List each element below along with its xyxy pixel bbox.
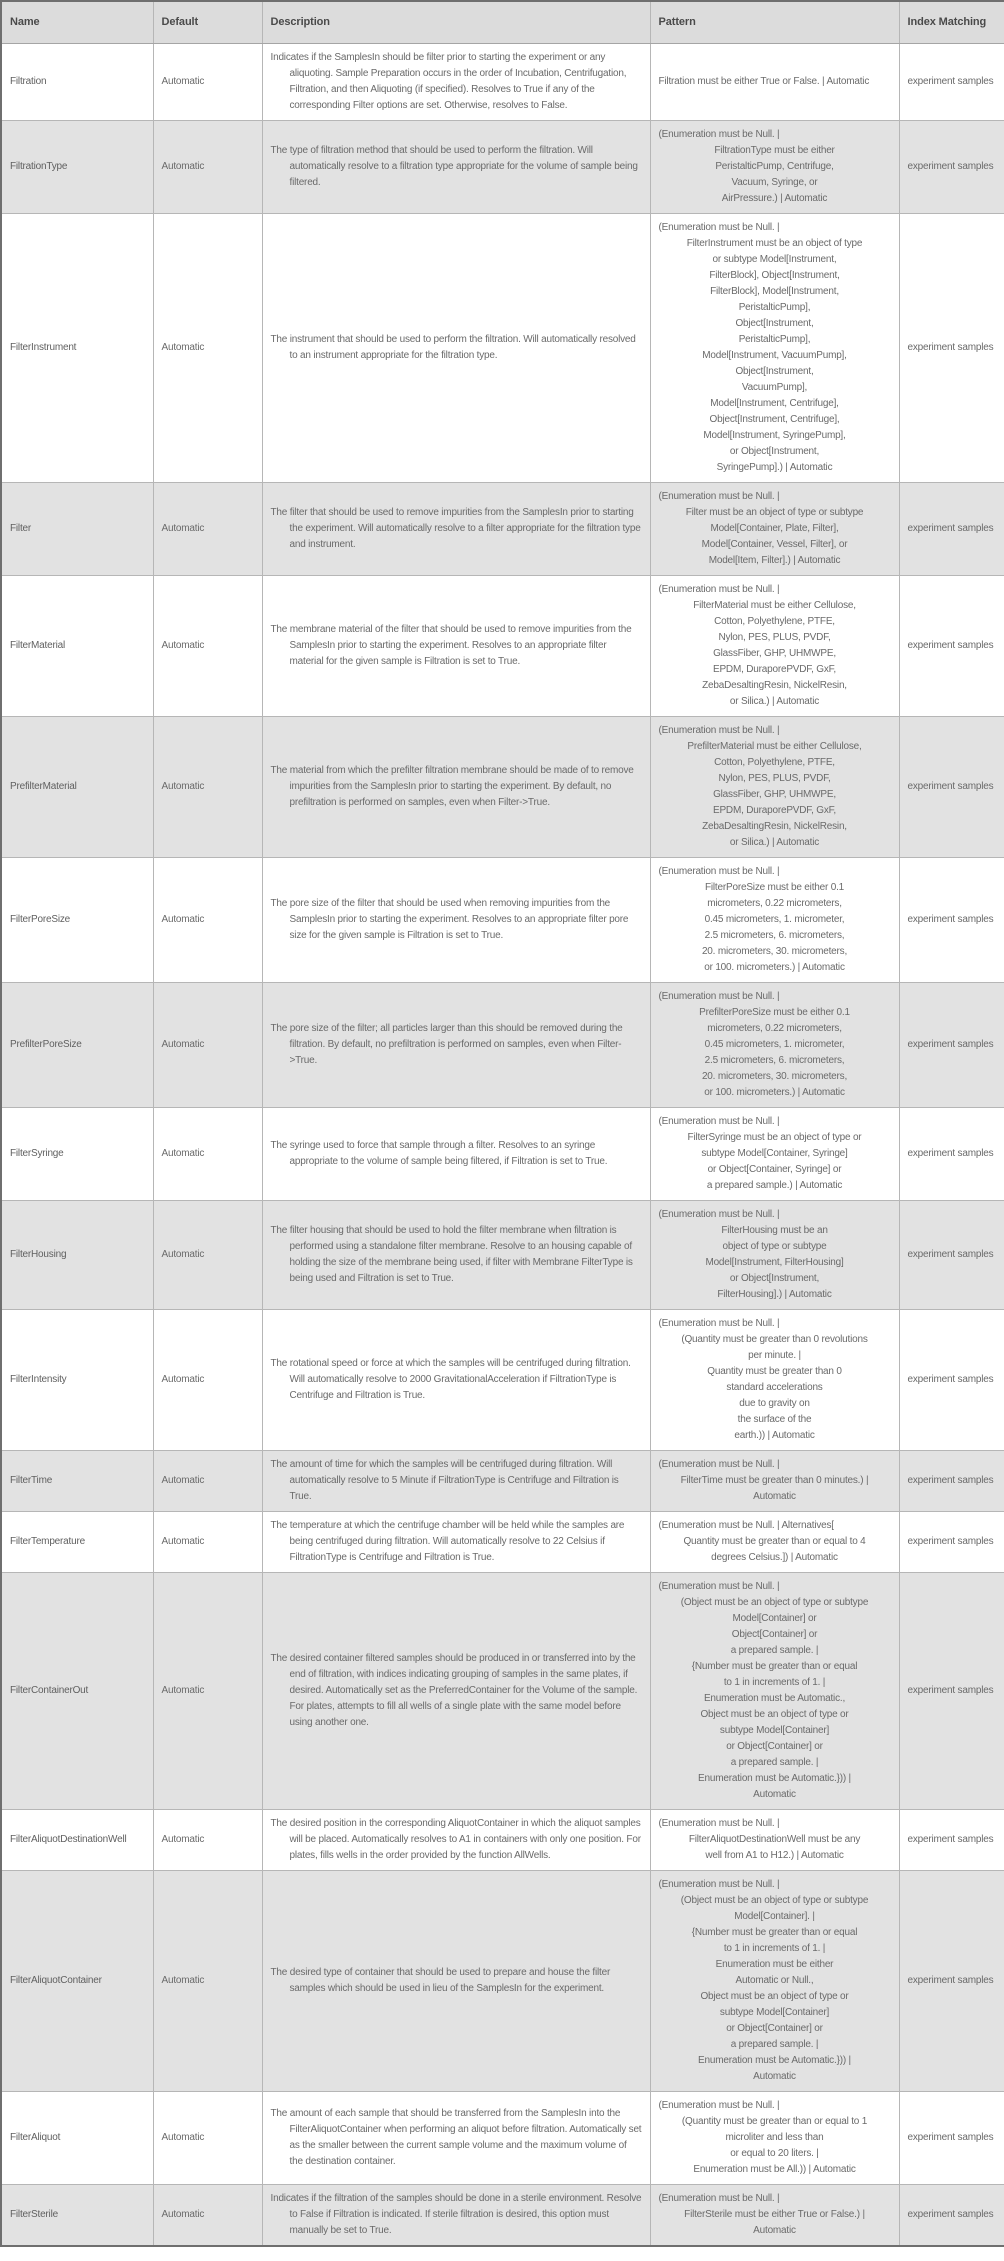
pattern-line: Model[Instrument, SyringePump],	[703, 429, 846, 441]
pattern-line: (Enumeration must be Null. |	[658, 1817, 780, 1829]
pattern-line: subtype Model[Container, Syringe]	[701, 1147, 848, 1159]
pattern-line: FilterInstrument must be an object of type	[686, 237, 863, 249]
table-row	[1, 120, 1004, 213]
pattern-line: or 100. micrometers.) | Automatic	[704, 1086, 845, 1098]
default-value-cell: Automatic	[153, 1309, 262, 1450]
index-matching-cell: experiment samples	[899, 2091, 1004, 2184]
table-row	[1, 1572, 1004, 1809]
pattern-line: Enumeration must be Automatic.,	[703, 1692, 846, 1704]
pattern-line: AirPressure.) | Automatic	[721, 192, 828, 204]
column-header-name: Name	[1, 1, 153, 43]
pattern-line: object of type or subtype	[722, 1240, 827, 1252]
description-cell	[262, 1200, 650, 1309]
pattern-line: (Quantity must be greater than 0 revolutions	[681, 1333, 868, 1345]
default-value-cell: Automatic	[153, 43, 262, 120]
pattern-line: Enumeration must be either	[715, 1958, 834, 1970]
pattern-line: Object[Container] or	[731, 1628, 818, 1640]
option-name-cell: PrefilterMaterial	[1, 716, 153, 857]
description-cell	[262, 857, 650, 982]
pattern-line: 2.5 micrometers, 6. micrometers,	[704, 929, 845, 941]
default-value-cell: Automatic	[153, 482, 262, 575]
pattern-line: PeristalticPump, Centrifuge,	[715, 160, 834, 172]
pattern-line: Enumeration must be Automatic.})) |	[698, 2054, 851, 2066]
option-name-cell: FilterSyringe	[1, 1107, 153, 1200]
pattern-cell	[650, 575, 899, 716]
pattern-line: FilterPoreSize must be either 0.1	[704, 881, 845, 893]
pattern-line: Automatic	[753, 2224, 796, 2236]
pattern-line: FilterMaterial must be either Cellulose,	[693, 599, 856, 611]
default-value-cell: Automatic	[153, 575, 262, 716]
pattern-cell	[650, 1309, 899, 1450]
pattern-line: (Enumeration must be Null. |	[658, 1115, 780, 1127]
pattern-line: FilterBlock], Model[Instrument,	[710, 285, 839, 297]
default-value-cell: Automatic	[153, 1200, 262, 1309]
option-name-cell: FilterInstrument	[1, 213, 153, 482]
table-row	[1, 1200, 1004, 1309]
option-name-cell: FilterTime	[1, 1450, 153, 1511]
default-value-cell: Automatic	[153, 1870, 262, 2091]
index-matching-cell: experiment samples	[899, 43, 1004, 120]
table-row	[1, 1870, 1004, 2091]
pattern-line: Object[Instrument, Centrifuge],	[709, 413, 840, 425]
column-header-pattern: Pattern	[650, 1, 899, 43]
pattern-line: Vacuum, Syringe, or	[731, 176, 818, 188]
description-text: The desired position in the corresponding AliquotContainer in which the aliquot samples will be placed. Automatically resolves to A1 in containers with only one position. For plates, fills wells in the order provided by the function AllWells.	[270, 1817, 641, 1861]
pattern-cell	[650, 1870, 899, 2091]
description-cell	[262, 1572, 650, 1809]
description-text: The pore size of the filter; all particles larger than this should be removed during the filtration. By default, no prefiltration is performed on samples, even when Filter->True.	[270, 1022, 623, 1066]
pattern-line: EPDM, DuraporePVDF, GxF,	[712, 804, 836, 816]
default-value-cell: Automatic	[153, 213, 262, 482]
pattern-line: degrees Celsius.]) | Automatic	[711, 1551, 838, 1563]
pattern-line: per minute. |	[748, 1349, 801, 1361]
table-header-row	[1, 1, 1004, 43]
pattern-line: or Object[Instrument,	[729, 1272, 820, 1284]
pattern-line: Object must be an object of type or	[700, 1708, 849, 1720]
pattern-line: Enumeration must be All.)) | Automatic	[693, 2163, 856, 2175]
pattern-line: (Enumeration must be Null. |	[658, 1458, 780, 1470]
pattern-line: or Silica.) | Automatic	[729, 695, 820, 707]
pattern-line: (Enumeration must be Null. |	[658, 990, 780, 1002]
option-name-cell: FilterTemperature	[1, 1511, 153, 1572]
pattern-line: Model[Instrument, FilterHousing]	[705, 1256, 844, 1268]
description-text: The amount of each sample that should be transferred from the SamplesIn into the FilterAliquotContainer when performing an aliquot before filtration. Automatically set as the smaller between the current sample volume and the maximum volume of the destination container.	[270, 2107, 642, 2167]
description-cell	[262, 43, 650, 120]
pattern-line: Enumeration must be Automatic.})) |	[698, 1772, 851, 1784]
description-text: The pore size of the filter that should be used when removing impurities from the SamplesIn prior to starting the experiment. Resolves to an appropriate filter pore size for the given sample is Filtration is set to True.	[270, 897, 629, 941]
default-value-cell: Automatic	[153, 2091, 262, 2184]
option-name-cell: FilterHousing	[1, 1200, 153, 1309]
option-name-cell: FilterPoreSize	[1, 857, 153, 982]
index-matching-cell: experiment samples	[899, 1572, 1004, 1809]
index-matching-cell: experiment samples	[899, 1309, 1004, 1450]
index-matching-cell: experiment samples	[899, 575, 1004, 716]
column-header-index-matching-label: Index Matching	[907, 16, 987, 29]
pattern-cell	[650, 482, 899, 575]
table-row	[1, 2184, 1004, 2246]
pattern-line: PeristalticPump],	[738, 301, 811, 313]
pattern-line: Automatic	[753, 2070, 796, 2082]
pattern-line: a prepared sample. |	[730, 1644, 819, 1656]
pattern-line: GlassFiber, GHP, UHMWPE,	[713, 647, 836, 659]
index-matching-cell: experiment samples	[899, 1200, 1004, 1309]
description-cell	[262, 1870, 650, 2091]
default-value-cell: Automatic	[153, 1809, 262, 1870]
pattern-line: PeristalticPump],	[738, 333, 811, 345]
description-cell	[262, 716, 650, 857]
pattern-line: (Quantity must be greater than or equal to 1	[681, 2115, 868, 2127]
pattern-line: FilterSterile must be either True or False.) |	[684, 2208, 865, 2220]
pattern-cell	[650, 2184, 899, 2246]
table-row	[1, 43, 1004, 120]
description-cell	[262, 120, 650, 213]
description-text: The filter that should be used to remove impurities from the SamplesIn prior to starting the experiment. Will automatically resolve to a filter appropriate for the filtration type and instrument.	[270, 506, 641, 550]
pattern-line: to 1 in increments of 1. |	[723, 1676, 826, 1688]
option-name-cell: FilterContainerOut	[1, 1572, 153, 1809]
pattern-line: Object must be an object of type or	[700, 1990, 849, 2002]
pattern-line: 20. micrometers, 30. micrometers,	[701, 945, 848, 957]
pattern-line: well from A1 to H12.) | Automatic	[705, 1849, 844, 1861]
pattern-line: or 100. micrometers.) | Automatic	[704, 961, 845, 973]
pattern-line: or subtype Model[Instrument,	[712, 253, 837, 265]
description-cell	[262, 213, 650, 482]
description-cell	[262, 1450, 650, 1511]
option-name-cell: Filter	[1, 482, 153, 575]
pattern-cell	[650, 120, 899, 213]
description-text: The syringe used to force that sample through a filter. Resolves to an syringe appropriate to the volume of sample being filtered, if Filtration is set to True.	[270, 1139, 608, 1167]
description-text: The desired type of container that should be used to prepare and house the filter samples which should be used in lieu of the SamplesIn for the experiment.	[270, 1966, 611, 1994]
index-matching-cell: experiment samples	[899, 982, 1004, 1107]
pattern-line: FilterBlock], Object[Instrument,	[709, 269, 840, 281]
pattern-line: FilterHousing must be an	[721, 1224, 828, 1236]
index-matching-cell: experiment samples	[899, 213, 1004, 482]
pattern-line: micrometers, 0.22 micrometers,	[707, 897, 842, 909]
pattern-line: (Enumeration must be Null. |	[658, 1317, 780, 1329]
pattern-line: (Enumeration must be Null. |	[658, 1878, 780, 1890]
pattern-cell	[650, 1511, 899, 1572]
table-row	[1, 1309, 1004, 1450]
pattern-line: Object[Instrument,	[735, 365, 814, 377]
pattern-line: {Number must be greater than or equal	[691, 1926, 858, 1938]
description-cell	[262, 1511, 650, 1572]
pattern-line: EPDM, DuraporePVDF, GxF,	[712, 663, 836, 675]
default-value-cell: Automatic	[153, 2184, 262, 2246]
pattern-line: Object[Instrument,	[735, 317, 814, 329]
pattern-line: Cotton, Polyethylene, PTFE,	[714, 615, 835, 627]
pattern-cell	[650, 1572, 899, 1809]
pattern-line: Model[Container]. |	[734, 1910, 815, 1922]
pattern-line: (Object must be an object of type or subtype	[680, 1894, 869, 1906]
pattern-line: a prepared sample. |	[730, 1756, 819, 1768]
option-name-cell: FilterMaterial	[1, 575, 153, 716]
table-row	[1, 1450, 1004, 1511]
option-name-cell: FilterSterile	[1, 2184, 153, 2246]
pattern-cell	[650, 1200, 899, 1309]
table-row	[1, 716, 1004, 857]
option-name-cell: PrefilterPoreSize	[1, 982, 153, 1107]
pattern-line: Cotton, Polyethylene, PTFE,	[714, 756, 835, 768]
pattern-line: Model[Container] or	[732, 1612, 817, 1624]
index-matching-cell: experiment samples	[899, 1511, 1004, 1572]
table-row	[1, 857, 1004, 982]
description-text: Indicates if the filtration of the samples should be done in a sterile environment. Resolve to False if Filtration is indicated. If sterile filtration is desired, this option must manually be set to True.	[270, 2192, 642, 2236]
description-cell	[262, 575, 650, 716]
default-value-cell: Automatic	[153, 716, 262, 857]
pattern-line: microliter and less than	[725, 2131, 824, 2143]
default-value-cell: Automatic	[153, 1572, 262, 1809]
pattern-line: PrefilterPoreSize must be either 0.1	[699, 1006, 850, 1018]
pattern-line: subtype Model[Container]	[719, 2006, 830, 2018]
table-row	[1, 1107, 1004, 1200]
pattern-line: 0.45 micrometers, 1. micrometer,	[704, 1038, 845, 1050]
index-matching-cell: experiment samples	[899, 857, 1004, 982]
options-table-body	[1, 43, 1004, 2246]
pattern-line: FilterSyringe must be an object of type or	[687, 1131, 862, 1143]
pattern-line: (Enumeration must be Null. |	[658, 490, 780, 502]
pattern-line: a prepared sample. |	[730, 2038, 819, 2050]
pattern-line: or Silica.) | Automatic	[729, 836, 820, 848]
index-matching-cell: experiment samples	[899, 120, 1004, 213]
pattern-line: a prepared sample.) | Automatic	[706, 1179, 843, 1191]
description-text: The type of filtration method that should be used to perform the filtration. Will automatically resolve to a filtration type appropriate for the volume of sample being filtered.	[270, 144, 638, 188]
pattern-line: Model[Item, Filter].) | Automatic	[708, 554, 841, 566]
pattern-line: or Object[Container] or	[726, 1740, 823, 1752]
pattern-line: (Enumeration must be Null. |	[658, 1580, 780, 1592]
option-name-cell: FilterIntensity	[1, 1309, 153, 1450]
default-value-cell: Automatic	[153, 120, 262, 213]
pattern-line: (Enumeration must be Null. | Alternatives[	[658, 1519, 834, 1531]
table-row	[1, 575, 1004, 716]
description-text: The filter housing that should be used to hold the filter membrane when filtration is performed using a standalone filter membrane. Resolve to an housing capable of holding the size of the membrane being used, if filter with Membrane FilterType is being used and Filtration is set to True.	[270, 1224, 633, 1284]
pattern-line: GlassFiber, GHP, UHMWPE,	[713, 788, 836, 800]
description-text: The rotational speed or force at which the samples will be centrifuged during filtration. Will automatically resolve to 2000 GravitationalAcceleration if FiltrationType is Centrifuge and Filtration is True.	[270, 1357, 631, 1401]
pattern-line: PrefilterMaterial must be either Cellulose,	[687, 740, 862, 752]
pattern-line: Model[Container, Vessel, Filter], or	[701, 538, 848, 550]
description-cell	[262, 982, 650, 1107]
pattern-line: Nylon, PES, PLUS, PVDF,	[718, 631, 831, 643]
pattern-line: FilterAliquotDestinationWell must be any	[688, 1833, 861, 1845]
description-cell	[262, 482, 650, 575]
default-value-cell: Automatic	[153, 1511, 262, 1572]
description-text: The membrane material of the filter that should be used to remove impurities from the SamplesIn prior to starting the experiment. Resolves to an appropriate filter material for the given sample is Filtration is set to True.	[270, 623, 632, 667]
pattern-line: micrometers, 0.22 micrometers,	[707, 1022, 842, 1034]
pattern-line: the surface of the	[737, 1413, 812, 1425]
pattern-line: Filter must be an object of type or subtype	[685, 506, 864, 518]
description-text: The desired container filtered samples should be produced in or transferred into by the end of filtration, with indices indicating grouping of samples in the same plates, if desired. Automatically set as the PreferredContainer for the Volume of the sample. For plates, attempts to fill all wells of a single plate with the same model before using another one.	[270, 1652, 638, 1728]
option-name-cell: FilterAliquotDestinationWell	[1, 1809, 153, 1870]
description-text: Indicates if the SamplesIn should be filter prior to starting the experiment or any aliquoting. Sample Preparation occurs in the order of Incubation, Centrifugation, Filtration, and then Aliquoting (if specified). Resolves to True if any of the corresponding Filter options are set. Otherwise, resolves to False.	[270, 51, 627, 111]
pattern-line: (Enumeration must be Null. |	[658, 2192, 780, 2204]
default-value-cell: Automatic	[153, 982, 262, 1107]
table-row	[1, 982, 1004, 1107]
index-matching-cell: experiment samples	[899, 1450, 1004, 1511]
index-matching-cell: experiment samples	[899, 2184, 1004, 2246]
pattern-line: to 1 in increments of 1. |	[723, 1942, 826, 1954]
description-cell	[262, 2091, 650, 2184]
table-row	[1, 2091, 1004, 2184]
pattern-cell	[650, 1107, 899, 1200]
pattern-line: 2.5 micrometers, 6. micrometers,	[704, 1054, 845, 1066]
option-name-cell: FilterAliquotContainer	[1, 1870, 153, 2091]
pattern-line: VacuumPump],	[741, 381, 808, 393]
pattern-line: (Enumeration must be Null. |	[658, 221, 780, 233]
table-row	[1, 482, 1004, 575]
option-name-cell: FilterAliquot	[1, 2091, 153, 2184]
pattern-line: ZebaDesaltingResin, NickelResin,	[702, 820, 847, 832]
description-text: The instrument that should be used to perform the filtration. Will automatically resolved to an instrument appropriate for the filtration type.	[270, 333, 636, 361]
description-cell	[262, 1107, 650, 1200]
pattern-line: subtype Model[Container]	[719, 1724, 830, 1736]
pattern-line: or Object[Container] or	[726, 2022, 823, 2034]
pattern-cell	[650, 857, 899, 982]
pattern-line: ZebaDesaltingResin, NickelResin,	[702, 679, 847, 691]
pattern-cell	[650, 1450, 899, 1511]
option-name-cell: Filtration	[1, 43, 153, 120]
pattern-line: or Object[Container, Syringe] or	[707, 1163, 842, 1175]
description-cell	[262, 2184, 650, 2246]
pattern-line: Filtration must be either True or False. | Automatic	[658, 75, 870, 87]
pattern-line: Model[Container, Plate, Filter],	[710, 522, 839, 534]
table-row	[1, 1809, 1004, 1870]
pattern-cell	[650, 2091, 899, 2184]
pattern-line: (Object must be an object of type or subtype	[680, 1596, 869, 1608]
description-cell	[262, 1809, 650, 1870]
pattern-line: Model[Instrument, Centrifuge],	[710, 397, 839, 409]
pattern-cell	[650, 213, 899, 482]
pattern-line: standard accelerations	[726, 1381, 823, 1393]
description-text: The material from which the prefilter filtration membrane should be made of to remove impurities from the SamplesIn prior to starting the experiment. By default, no prefiltration is performed on samples, even when Filter->True.	[270, 764, 634, 808]
pattern-line: FilterTime must be greater than 0 minutes.) |	[680, 1474, 869, 1486]
pattern-line: {Number must be greater than or equal	[691, 1660, 858, 1672]
pattern-line: earth.)) | Automatic	[734, 1429, 815, 1441]
pattern-line: (Enumeration must be Null. |	[658, 724, 780, 736]
option-name-cell: FiltrationType	[1, 120, 153, 213]
column-header-description: Description	[262, 1, 650, 43]
description-text: The temperature at which the centrifuge chamber will be held while the samples are being centrifuged during filtration. Will automatically resolve to 22 Celsius if FiltrationType is Centrifuge and Filtration is True.	[270, 1519, 625, 1563]
pattern-line: FiltrationType must be either	[714, 144, 835, 156]
pattern-line: Model[Instrument, VacuumPump],	[702, 349, 847, 361]
index-matching-cell: experiment samples	[899, 716, 1004, 857]
pattern-line: (Enumeration must be Null. |	[658, 865, 780, 877]
pattern-line: Quantity must be greater than or equal to 4	[683, 1535, 866, 1547]
pattern-line: FilterHousing].) | Automatic	[717, 1288, 832, 1300]
index-matching-cell: experiment samples	[899, 1107, 1004, 1200]
pattern-line: or equal to 20 liters. |	[730, 2147, 819, 2159]
pattern-line: (Enumeration must be Null. |	[658, 583, 780, 595]
table-row	[1, 1511, 1004, 1572]
index-matching-cell: experiment samples	[899, 482, 1004, 575]
pattern-line: (Enumeration must be Null. |	[658, 1208, 780, 1220]
pattern-line: 20. micrometers, 30. micrometers,	[701, 1070, 848, 1082]
index-matching-cell: experiment samples	[899, 1870, 1004, 2091]
pattern-line: 0.45 micrometers, 1. micrometer,	[704, 913, 845, 925]
pattern-cell	[650, 43, 899, 120]
table-row	[1, 213, 1004, 482]
pattern-line: or Object[Instrument,	[729, 445, 820, 457]
pattern-line: Nylon, PES, PLUS, PVDF,	[718, 772, 831, 784]
pattern-line: Automatic	[753, 1490, 796, 1502]
description-cell	[262, 1309, 650, 1450]
pattern-cell	[650, 1809, 899, 1870]
default-value-cell: Automatic	[153, 1450, 262, 1511]
pattern-line: Quantity must be greater than 0	[707, 1365, 842, 1377]
pattern-line: (Enumeration must be Null. |	[658, 128, 780, 140]
default-value-cell: Automatic	[153, 1107, 262, 1200]
index-matching-cell: experiment samples	[899, 1809, 1004, 1870]
default-value-cell: Automatic	[153, 857, 262, 982]
pattern-cell	[650, 982, 899, 1107]
pattern-line: (Enumeration must be Null. |	[658, 2099, 780, 2111]
column-header-index-matching	[899, 1, 1004, 43]
description-text: The amount of time for which the samples will be centrifuged during filtration. Will automatically resolve to 5 Minute if FiltrationType is Centrifuge and Filtration is True.	[270, 1458, 619, 1502]
column-header-default: Default	[153, 1, 262, 43]
pattern-line: due to gravity on	[739, 1397, 810, 1409]
pattern-line: SyringePump].) | Automatic	[716, 461, 833, 473]
pattern-line: Automatic or Null.,	[735, 1974, 814, 1986]
pattern-cell	[650, 716, 899, 857]
pattern-line: Automatic	[753, 1788, 796, 1800]
